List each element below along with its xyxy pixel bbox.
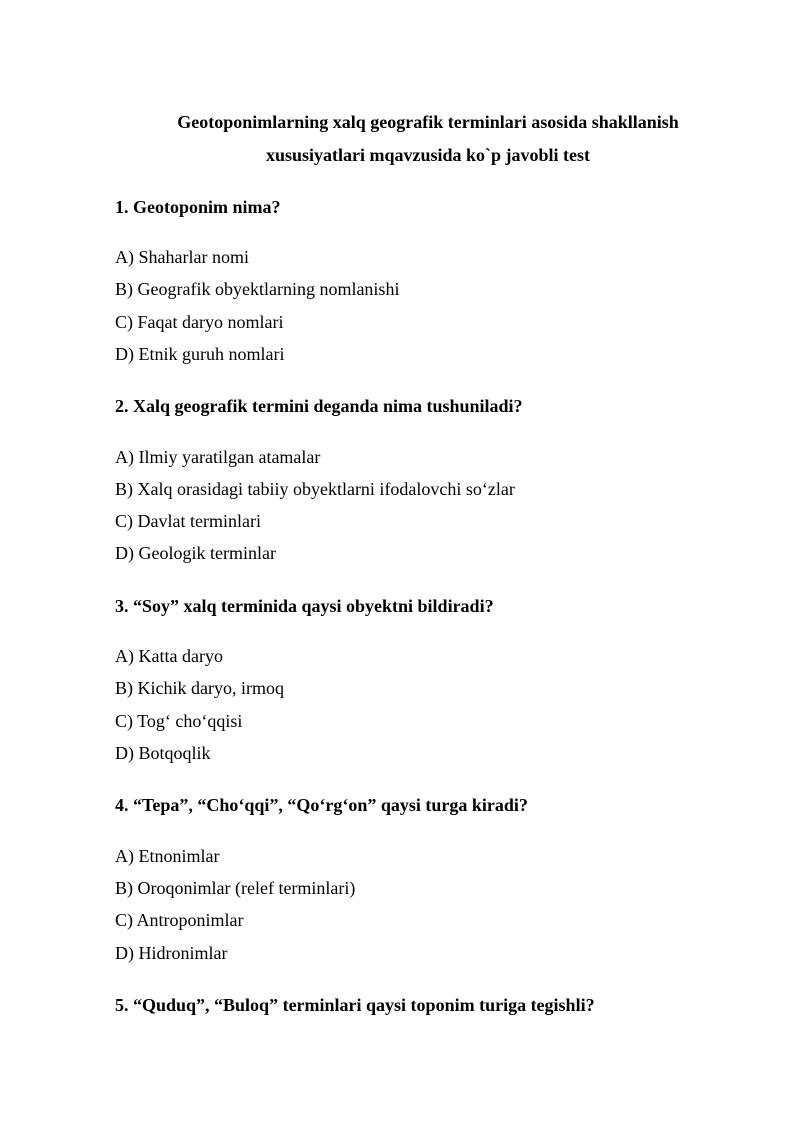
- question-3-option-d: D) Botqoqlik: [115, 743, 211, 763]
- question-4-option-b: B) Oroqonimlar (relef terminlari): [115, 878, 356, 898]
- question-2-option-c: C) Davlat terminlari: [115, 511, 261, 531]
- question-2-option-d: D) Geologik terminlar: [115, 543, 276, 563]
- question-1-option-d: D) Etnik guruh nomlari: [115, 344, 285, 364]
- document-title-line-1: Geotoponimlarning xalq geografik terminlari asosida shakllanish: [177, 112, 679, 132]
- question-4-option-a: A) Etnonimlar: [115, 846, 220, 866]
- question-1-option-c: C) Faqat daryo nomlari: [115, 312, 284, 332]
- question-1-option-a: A) Shaharlar nomi: [115, 247, 249, 267]
- question-3: 3. “Soy” xalq terminida qaysi obyektni bildiradi?: [115, 596, 494, 616]
- question-2-option-b: B) Xalq orasidagi tabiiy obyektlarni ifodalovchi so‘zlar: [115, 479, 515, 499]
- question-1-option-b: B) Geografik obyektlarning nomlanishi: [115, 279, 400, 299]
- question-4-option-d: D) Hidronimlar: [115, 943, 228, 963]
- document-title-line-2: xususiyatlari mqavzusida ko`p javobli test: [265, 145, 591, 165]
- question-5: 5. “Quduq”, “Buloq” terminlari qaysi toponim turiga tegishli?: [115, 995, 595, 1015]
- question-1: 1. Geotoponim nima?: [115, 197, 281, 217]
- question-3-option-b: B) Kichik daryo, irmoq: [115, 678, 284, 698]
- question-3-option-a: A) Katta daryo: [115, 646, 223, 666]
- question-4: 4. “Tepa”, “Cho‘qqi”, “Qo‘rg‘on” qaysi turga kiradi?: [115, 795, 528, 815]
- question-3-option-c: C) Tog‘ cho‘qqisi: [115, 711, 243, 731]
- question-2: 2. Xalq geografik termini deganda nima tushuniladi?: [115, 396, 523, 416]
- question-4-option-c: C) Antroponimlar: [115, 910, 244, 930]
- question-2-option-a: A) Ilmiy yaratilgan atamalar: [115, 447, 321, 467]
